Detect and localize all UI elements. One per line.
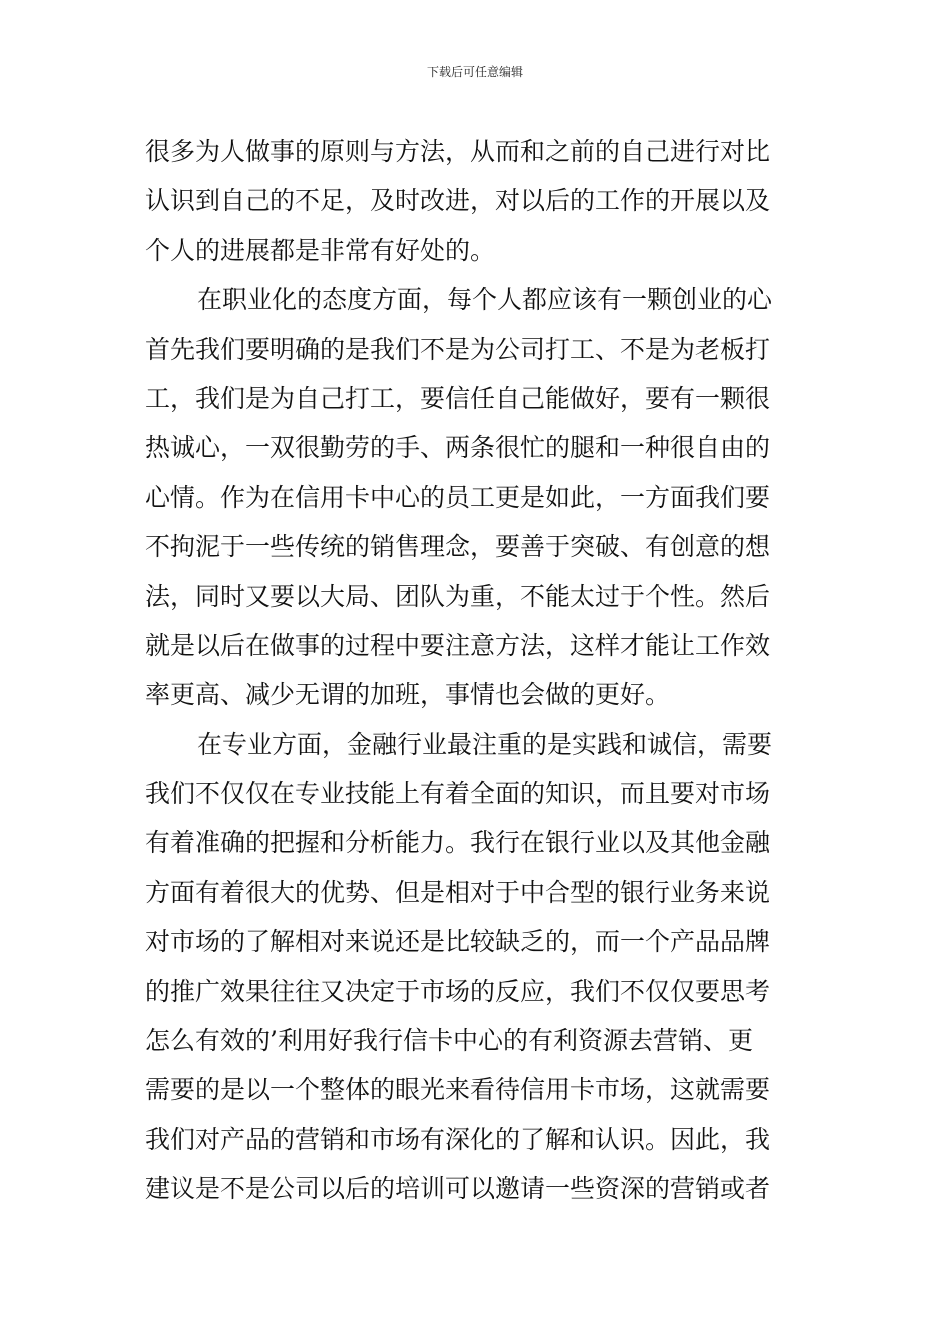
text-line: 方面有着很大的优势、但是相对于中合型的银行业务来说 bbox=[145, 877, 771, 907]
text-line: 需要的是以一个整体的眼光来看待信用卡市场，这就需要 bbox=[145, 1075, 771, 1105]
text-line: 的推广效果往往又决定于市场的反应，我们不仅仅要思考 bbox=[145, 976, 771, 1006]
text-line: 在职业化的态度方面，每个人都应该有一颗创业的心 bbox=[197, 285, 773, 315]
page-header: 下载后可任意编辑 bbox=[426, 65, 523, 79]
text-line: 法，同时又要以大局、团队为重，不能太过于个性。然后 bbox=[145, 581, 771, 611]
text-line: 建议是不是公司以后的培训可以邀请一些资深的营销或者 bbox=[145, 1174, 771, 1204]
paragraph-3 bbox=[145, 720, 810, 1214]
text-line: 我们不仅仅在专业技能上有着全面的知识，而且要对市场 bbox=[145, 779, 771, 809]
text-line: 工，我们是为自己打工，要信任自己能做好，要有一颗很 bbox=[145, 383, 771, 413]
text-line: 在专业方面，金融行业最注重的是实践和诚信，需要 bbox=[197, 729, 773, 759]
text-line: 对市场的了解相对来说还是比较缺乏的，而一个产品品牌 bbox=[145, 927, 771, 957]
text-line: 怎么有效的’利用好我行信卡中心的有利资源去营销、更 bbox=[145, 1026, 753, 1056]
text-line: 有着准确的把握和分析能力。我行在银行业以及其他金融 bbox=[145, 828, 771, 858]
text-line: 首先我们要明确的是我们不是为公司打工、不是为老板打 bbox=[145, 334, 771, 364]
paragraph-1 bbox=[145, 127, 810, 275]
document-body bbox=[145, 127, 810, 1214]
text-line: 率更高、减少无谓的加班，事情也会做的更好。 bbox=[145, 680, 671, 710]
text-line: 我们对产品的营销和市场有深化的了解和认识。因此，我 bbox=[145, 1124, 771, 1154]
text-line: 不拘泥于一些传统的销售理念，要善于突破、有创意的想 bbox=[145, 532, 771, 562]
text-line: 认识到自己的不足，及时改进，对以后的工作的开展以及 bbox=[145, 186, 771, 216]
text-line: 热诚心，一双很勤劳的手、两条很忙的腿和一种很自由的 bbox=[145, 433, 771, 463]
text-line: 个人的进展都是非常有好处的。 bbox=[145, 235, 496, 265]
text-line: 心情。作为在信用卡中心的员工更是如此，一方面我们要 bbox=[145, 482, 771, 512]
text-line: 很多为人做事的原则与方法，从而和之前的自己进行对比 bbox=[145, 137, 771, 166]
paragraph-2 bbox=[145, 275, 810, 720]
text-line: 就是以后在做事的过程中要注意方法，这样才能让工作效 bbox=[145, 630, 771, 660]
